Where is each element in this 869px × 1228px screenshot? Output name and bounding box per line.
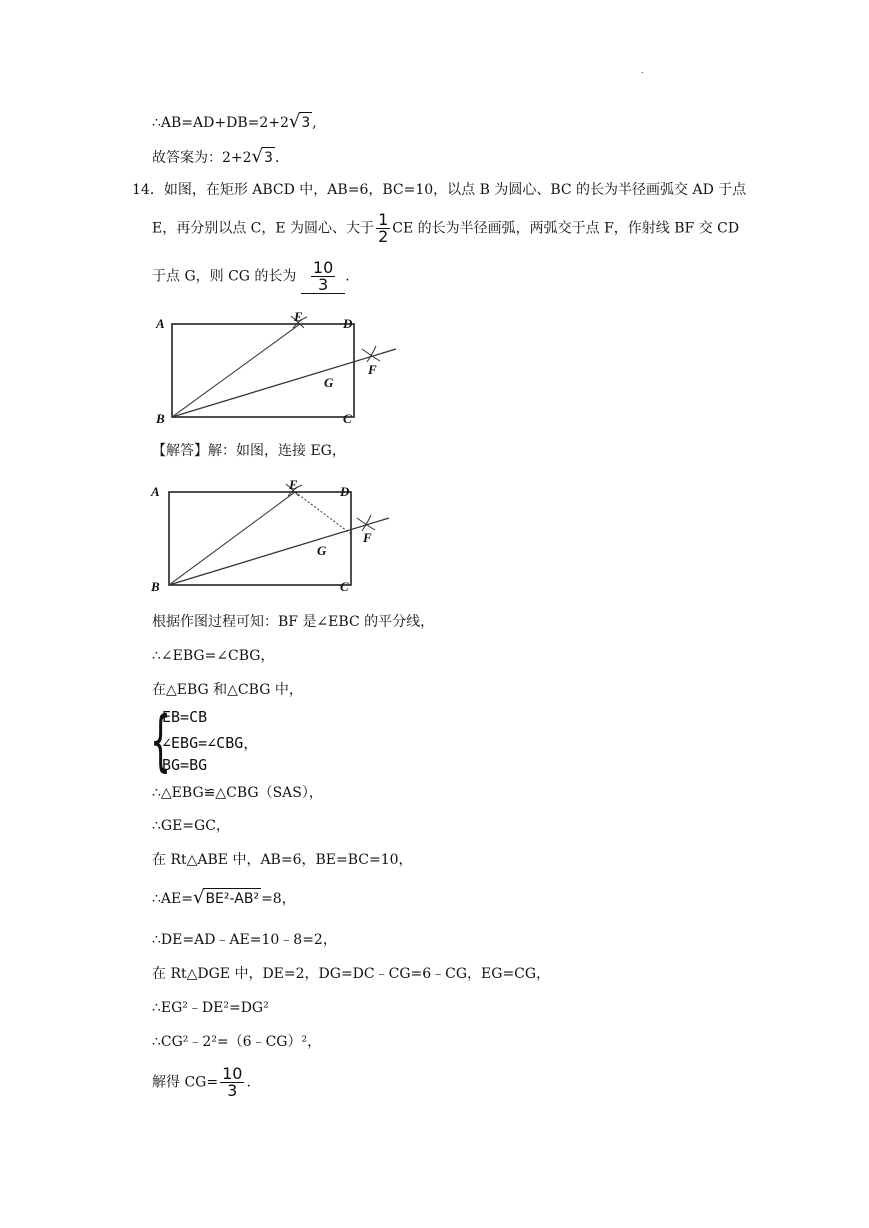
ray-bf: [169, 518, 389, 585]
ray-bf: [172, 349, 396, 417]
solution-step-6: 在 Rt△ABE 中，AB=6，BE=BC=10，: [152, 852, 413, 868]
solution-header: 【解答】解：如图，连接 EG，: [152, 443, 346, 459]
solution-step-4: ∴△EBG≌△CBG（SAS），: [152, 785, 323, 801]
label-g: G: [324, 375, 334, 390]
solution-final: 解得 CG= $\frac{10}{3}$ .: [152, 1064, 251, 1100]
segment-be: [172, 324, 300, 417]
page-mark: .: [641, 66, 644, 75]
label-d: D: [343, 316, 353, 331]
solution-step-10: ∴EG²﹣DE²=DG²: [152, 1000, 269, 1016]
solution-step-3: 在△EBG 和△CBG 中，: [152, 682, 303, 698]
label-f: F: [368, 362, 377, 377]
answer-blank: $\frac{10}{3}$: [301, 260, 345, 294]
solution-step-9: 在 Rt△DGE 中，DE=2，DG=DC﹣CG=6﹣CG，EG=CG，: [152, 966, 551, 982]
question-14-line2: E，再分别以点 C，E 为圆心、大于 $\frac{1}{2}$ CE 的长为半径画弧，两弧交于点 F，作射线 BF 交 CD: [152, 210, 740, 246]
solution-step-2: ∴∠EBG=∠CBG，: [152, 648, 275, 664]
solution-step-11: ∴CG²﹣2²=（6﹣CG）²，: [152, 1034, 322, 1050]
fraction-ten-thirds: $\frac{10}{3}$: [222, 1064, 243, 1100]
label-a: A: [156, 316, 165, 331]
figure-rectangle-1: [148, 308, 408, 428]
question-14-line1: 14．如图，在矩形 ABCD 中，AB=6，BC=10，以点 B 为圆心、BC 的长为半径画弧交 AD 于点: [132, 182, 747, 198]
solution-step-1: 根据作图过程可知：BF 是∠EBC 的平分线，: [152, 614, 435, 630]
label-c: C: [340, 579, 349, 594]
line-answer-prev: 故答案为：2+2√3 .: [152, 146, 280, 167]
solution-step-7: ∴AE=√BE²-AB² =8，: [152, 887, 296, 908]
system-row-1: EB=CB: [162, 708, 208, 726]
label-f: F: [363, 530, 372, 545]
segment-be: [169, 492, 295, 585]
solution-step-8: ∴DE=AD﹣AE=10﹣8=2，: [152, 932, 337, 948]
line-ab-result: ∴AB=AD+DB=2+2√3 ,: [152, 111, 317, 132]
label-b: B: [156, 411, 165, 426]
label-d: D: [340, 484, 350, 499]
label-g: G: [317, 543, 327, 558]
label-b: B: [151, 579, 160, 594]
fraction-half: $\frac{1}{2}$: [378, 210, 389, 246]
label-e: E: [289, 477, 298, 492]
system-row-3: BG=BG: [162, 756, 208, 774]
label-a: A: [151, 484, 160, 499]
question-14-line3: 于点 G，则 CG 的长为 $\frac{10}{3}$ .: [152, 258, 350, 294]
figure-rectangle-2: [145, 476, 405, 596]
solution-step-5: ∴GE=GC，: [152, 818, 230, 834]
brace-icon: {: [150, 702, 171, 779]
label-e: E: [294, 309, 303, 324]
label-c: C: [343, 411, 352, 426]
system-row-2: ∠EBG=∠CBG，: [162, 734, 259, 752]
